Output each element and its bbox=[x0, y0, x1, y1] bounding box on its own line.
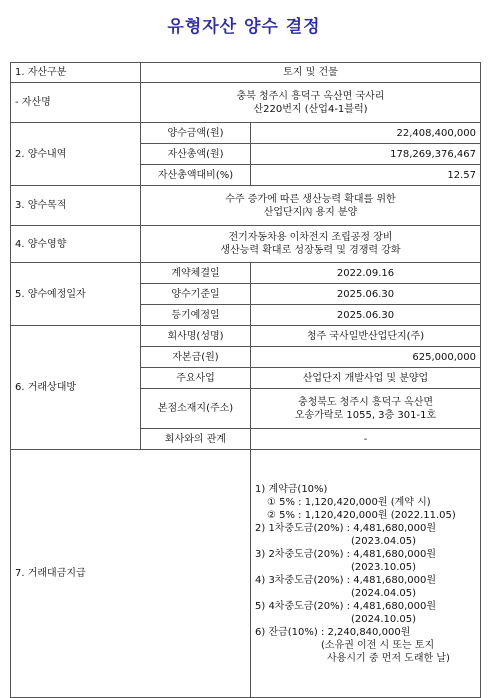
company-name-value: 청주 국사일반산업단지(주) bbox=[251, 326, 481, 347]
payment-schedule bbox=[251, 450, 481, 698]
registration-date-label: 등기예정일 bbox=[141, 305, 251, 326]
hq-address-line2: 오송가락로 1055, 3층 301-1호 bbox=[294, 409, 437, 421]
main-business-label: 주요사업 bbox=[141, 368, 251, 389]
relation-label: 회사와의 관계 bbox=[141, 429, 251, 450]
payment-line-interim-1: 2) 1차중도금(20%) : 4,481,680,000원 bbox=[255, 522, 437, 534]
payment-line-deposit-2: ② 5% : 1,120,420,000원 (2022.11.05) bbox=[267, 509, 456, 521]
payment-line-interim-3: 4) 3차중도금(20%) : 4,481,680,000원 bbox=[255, 574, 437, 586]
payment-line-interim-2: 3) 2차중도금(20%) : 4,481,680,000원 bbox=[255, 548, 437, 560]
payment-line-interim-4: 5) 4차중도금(20%) : 4,481,680,000원 bbox=[255, 600, 437, 612]
payment-line-balance-note-2: 사용시기 중 먼저 도래한 날) bbox=[327, 652, 450, 664]
assets-ratio-value: 12.57 bbox=[251, 165, 481, 186]
transfer-base-date-label: 양수기준일 bbox=[141, 284, 251, 305]
payment-line-interim-4-date: (2024.10.05) bbox=[351, 613, 417, 625]
row-label-impact: 4. 양수영향 bbox=[11, 226, 141, 263]
impact-line2: 생산능력 확대로 성장동력 및 경쟁력 강화 bbox=[220, 245, 401, 256]
capital-label: 자본금(원) bbox=[141, 347, 251, 368]
row-label-transfer-details: 2. 양수내역 bbox=[11, 123, 141, 186]
payment-line-balance-note-1: (소유권 이전 시 또는 토지 bbox=[321, 639, 435, 651]
payment-line-interim-3-date: (2024.04.05) bbox=[351, 587, 417, 599]
payment-line-balance: 6) 잔금(10%) : 2,240,840,000원 bbox=[255, 626, 411, 638]
table-row bbox=[11, 450, 481, 698]
payment-line-interim-2-date: (2023.10.05) bbox=[351, 561, 417, 573]
transfer-base-date-value: 2025.06.30 bbox=[251, 284, 481, 305]
impact-value bbox=[141, 226, 481, 263]
asset-type-value: 토지 및 건물 bbox=[141, 63, 481, 83]
asset-name-line1: 충북 청주시 흥덕구 옥산면 국사리 bbox=[236, 90, 385, 102]
table-row bbox=[11, 123, 481, 144]
disclosure-table bbox=[10, 62, 481, 698]
row-label-asset-name: - 자산명 bbox=[11, 83, 141, 123]
asset-name-line2: 산220번지 (산업4-1블럭) bbox=[253, 103, 368, 115]
row-label-schedule: 5. 양수예정일자 bbox=[11, 263, 141, 326]
payment-line-interim-1-date: (2023.04.05) bbox=[351, 535, 417, 547]
table-row bbox=[11, 63, 481, 83]
capital-value: 625,000,000 bbox=[251, 347, 481, 368]
transfer-amount-value: 22,408,400,000 bbox=[251, 123, 481, 144]
company-name-label: 회사명(성명) bbox=[141, 326, 251, 347]
row-label-counterparty: 6. 거래상대방 bbox=[11, 326, 141, 450]
hq-address-label: 본점소재지(주소) bbox=[141, 389, 251, 429]
contract-date-label: 계약체결일 bbox=[141, 263, 251, 284]
total-assets-label: 자산총액(원) bbox=[141, 144, 251, 165]
payment-line-deposit: 1) 계약금(10%) bbox=[255, 483, 328, 495]
purpose-line1: 수주 증가에 따른 생산능력 확대를 위한 bbox=[225, 193, 396, 205]
purpose-line2: 산업단지內 용지 분양 bbox=[263, 206, 358, 218]
total-assets-value: 178,269,376,467 bbox=[251, 144, 481, 165]
table-row bbox=[11, 226, 481, 263]
relation-value: - bbox=[251, 429, 481, 450]
table-row bbox=[11, 326, 481, 347]
row-label-payment: 7. 거래대금지급 bbox=[11, 450, 251, 698]
purpose-value bbox=[141, 186, 481, 226]
table-row bbox=[11, 263, 481, 284]
hq-address-line1: 충청북도 청주시 흥덕구 옥산면 bbox=[297, 396, 434, 408]
hq-address-value bbox=[251, 389, 481, 429]
impact-line1: 전기자동차용 이차전지 조립공정 장비 bbox=[228, 232, 393, 243]
table-row bbox=[11, 186, 481, 226]
table-row bbox=[11, 83, 481, 123]
registration-date-value: 2025.06.30 bbox=[251, 305, 481, 326]
assets-ratio-label: 자산총액대비(%) bbox=[141, 165, 251, 186]
row-label-asset-type: 1. 자산구분 bbox=[11, 63, 141, 83]
asset-name-value bbox=[141, 83, 481, 123]
main-business-value: 산업단지 개발사업 및 분양업 bbox=[251, 368, 481, 389]
transfer-amount-label: 양수금액(원) bbox=[141, 123, 251, 144]
row-label-purpose: 3. 양수목적 bbox=[11, 186, 141, 226]
contract-date-value: 2022.09.16 bbox=[251, 263, 481, 284]
payment-line-deposit-1: ① 5% : 1,120,420,000원 (계약 시) bbox=[267, 496, 431, 508]
page-title: 유형자산 양수 결정 bbox=[167, 17, 321, 37]
